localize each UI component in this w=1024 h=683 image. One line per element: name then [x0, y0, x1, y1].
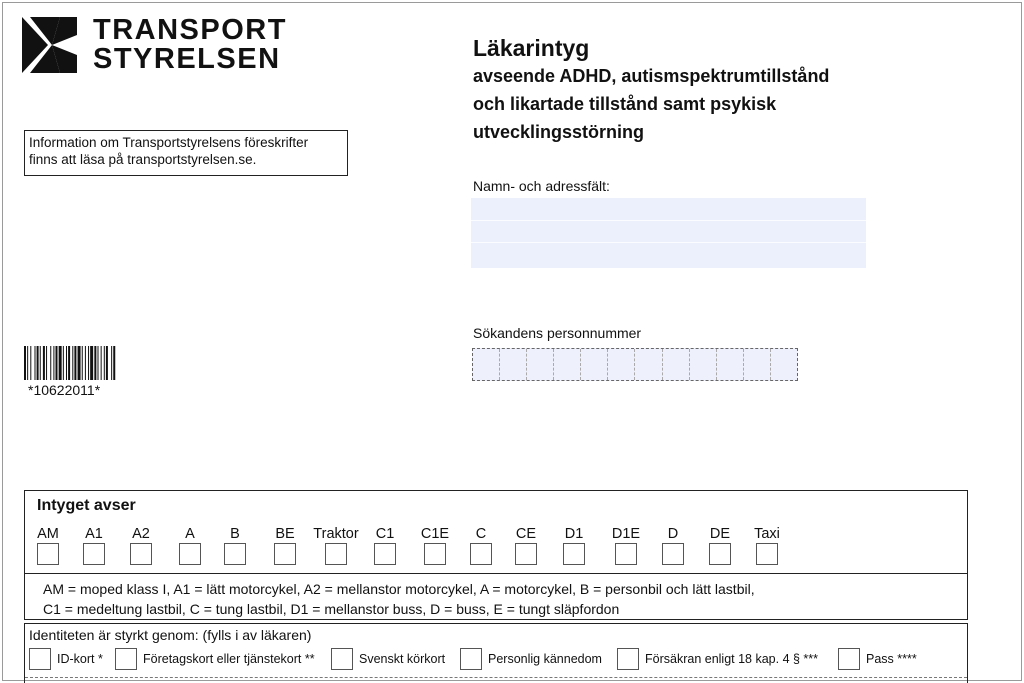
address-field-line	[471, 242, 866, 243]
personnummer-digit[interactable]	[608, 349, 635, 380]
personnummer-digit[interactable]	[500, 349, 527, 380]
identity-option-label-2: Företagskort eller tjänstekort **	[143, 652, 315, 666]
category-checkbox-traktor[interactable]	[325, 543, 347, 565]
barcode-bar	[88, 346, 89, 380]
logo-line2: STYRELSEN	[93, 43, 281, 75]
barcode-bar	[113, 346, 115, 380]
barcode-bar	[59, 346, 62, 380]
barcode-bar	[90, 346, 93, 380]
barcode-bar	[53, 346, 54, 380]
personnummer-digit[interactable]	[744, 349, 771, 380]
personnummer-digit[interactable]	[473, 349, 500, 380]
category-checkbox-c1e[interactable]	[424, 543, 446, 565]
barcode-bar	[46, 346, 47, 380]
category-label-taxi: Taxi	[754, 526, 780, 542]
category-checkbox-d[interactable]	[662, 543, 684, 565]
identity-option-label-1: ID-kort *	[57, 652, 103, 666]
category-label-a: A	[185, 526, 195, 542]
personnummer-digit[interactable]	[635, 349, 662, 380]
barcode-bar	[27, 346, 28, 380]
category-label-a2: A2	[132, 526, 150, 542]
identity-checkbox-5[interactable]	[617, 648, 639, 670]
identity-checkbox-2[interactable]	[115, 648, 137, 670]
category-label-am: AM	[37, 526, 59, 542]
category-checkbox-a2[interactable]	[130, 543, 152, 565]
category-checkbox-d1e[interactable]	[615, 543, 637, 565]
category-checkbox-c1[interactable]	[374, 543, 396, 565]
logo-mark-icon	[22, 17, 77, 73]
category-checkbox-taxi[interactable]	[756, 543, 778, 565]
category-label-d1: D1	[564, 526, 584, 542]
identity-option-label-3: Svenskt körkort	[359, 652, 446, 666]
barcode-bar	[35, 346, 36, 380]
category-legend	[43, 579, 755, 619]
barcode-bar	[78, 346, 81, 380]
info-line2: finns att läsa på transportstyrelsen.se.	[29, 152, 257, 167]
barcode-bar	[106, 346, 108, 380]
category-label-c1e: C1E	[420, 526, 450, 542]
barcode-bar	[94, 346, 96, 380]
personnummer-digit[interactable]	[527, 349, 554, 380]
category-checkbox-a[interactable]	[179, 543, 201, 565]
barcode-bar	[74, 346, 76, 380]
category-checkbox-a1[interactable]	[83, 543, 105, 565]
category-label-a1: A1	[85, 526, 103, 542]
barcode-bar	[63, 346, 64, 380]
category-checkbox-de[interactable]	[709, 543, 731, 565]
barcode-bar	[98, 346, 99, 380]
intyget-avser-section	[24, 490, 968, 620]
barcode-bar	[72, 346, 73, 380]
barcode	[24, 346, 196, 380]
identity-checkbox-1[interactable]	[29, 648, 51, 670]
logo-line1: TRANSPORT	[93, 14, 287, 46]
form-title	[473, 34, 829, 146]
category-label-b: B	[230, 526, 240, 542]
personnummer-digit[interactable]	[771, 349, 797, 380]
category-checkbox-c[interactable]	[470, 543, 492, 565]
barcode-bar	[82, 346, 83, 380]
subtitle-line3: utvecklingsstörning	[473, 122, 645, 142]
identitet-section	[24, 623, 968, 683]
category-label-c: C	[475, 526, 487, 542]
barcode-bar	[56, 346, 58, 380]
barcode-bar	[40, 346, 41, 380]
barcode-number: *10622011*	[28, 382, 101, 398]
category-label-de: DE	[709, 526, 731, 542]
category-checkbox-be[interactable]	[274, 543, 296, 565]
category-label-d: D	[667, 526, 679, 542]
page-title: Läkarintyg	[473, 35, 590, 61]
intyget-avser-title: Intyget avser	[37, 497, 136, 514]
barcode-bar	[104, 346, 105, 380]
category-checkbox-ce[interactable]	[515, 543, 537, 565]
identity-option-label-5: Försäkran enligt 18 kap. 4 § ***	[645, 652, 819, 666]
address-label: Namn- och adressfält:	[473, 178, 610, 194]
subtitle-line2: och likartade tillstånd samt psykisk	[473, 94, 777, 114]
barcode-bar	[37, 346, 39, 380]
category-checkbox-d1[interactable]	[563, 543, 585, 565]
barcode-bar	[43, 346, 45, 380]
personnummer-field[interactable]	[472, 348, 798, 381]
identity-checkbox-6[interactable]	[838, 648, 860, 670]
personnummer-digit[interactable]	[663, 349, 690, 380]
barcode-bar	[111, 346, 112, 380]
identity-option-label-4: Personlig kännedom	[488, 652, 602, 666]
category-label-traktor: Traktor	[313, 526, 359, 542]
barcode-bar	[30, 346, 31, 380]
info-line1: Information om Transportstyrelsens föreskrifter	[29, 135, 309, 150]
personnummer-label: Sökandens personnummer	[473, 325, 642, 341]
legend-line1: AM = moped klass I, A1 = lätt motorcykel, A2 = mellanstor motorcykel, A = motorcykel, B = personbil och lätt lastbil,	[43, 581, 755, 597]
category-label-c1: C1	[375, 526, 395, 542]
barcode-bar	[85, 346, 86, 380]
info-box	[24, 130, 348, 176]
personnummer-digit[interactable]	[554, 349, 581, 380]
address-field[interactable]	[471, 198, 866, 268]
identity-checkbox-3[interactable]	[331, 648, 353, 670]
category-label-be: BE	[275, 526, 295, 542]
subtitle-line1: avseende ADHD, autismspektrumtillstånd	[473, 66, 830, 86]
category-checkbox-am[interactable]	[37, 543, 59, 565]
personnummer-digit[interactable]	[717, 349, 744, 380]
identity-checkbox-4[interactable]	[460, 648, 482, 670]
personnummer-digit[interactable]	[581, 349, 608, 380]
address-field-line	[471, 220, 866, 221]
barcode-bar	[24, 346, 26, 380]
category-label-d1e: D1E	[611, 526, 641, 542]
barcode-bar	[68, 346, 70, 380]
category-label-ce: CE	[515, 526, 537, 542]
logo-text	[93, 16, 287, 74]
category-checkbox-b[interactable]	[224, 543, 246, 565]
dashed-divider	[25, 677, 967, 678]
barcode-bar	[50, 346, 51, 380]
identitet-title: Identiteten är styrkt genom: (fylls i av läkaren)	[29, 627, 312, 643]
legend-line2: C1 = medeltung lastbil, C = tung lastbil, D1 = mellanstor buss, D = buss, E = tungt släpfordon	[43, 601, 620, 617]
personnummer-digit[interactable]	[690, 349, 717, 380]
identity-option-label-6: Pass ****	[866, 652, 917, 666]
section-divider	[25, 573, 967, 574]
barcode-bar	[66, 346, 67, 380]
transportstyrelsen-logo	[22, 16, 287, 74]
barcode-bar	[101, 346, 102, 380]
